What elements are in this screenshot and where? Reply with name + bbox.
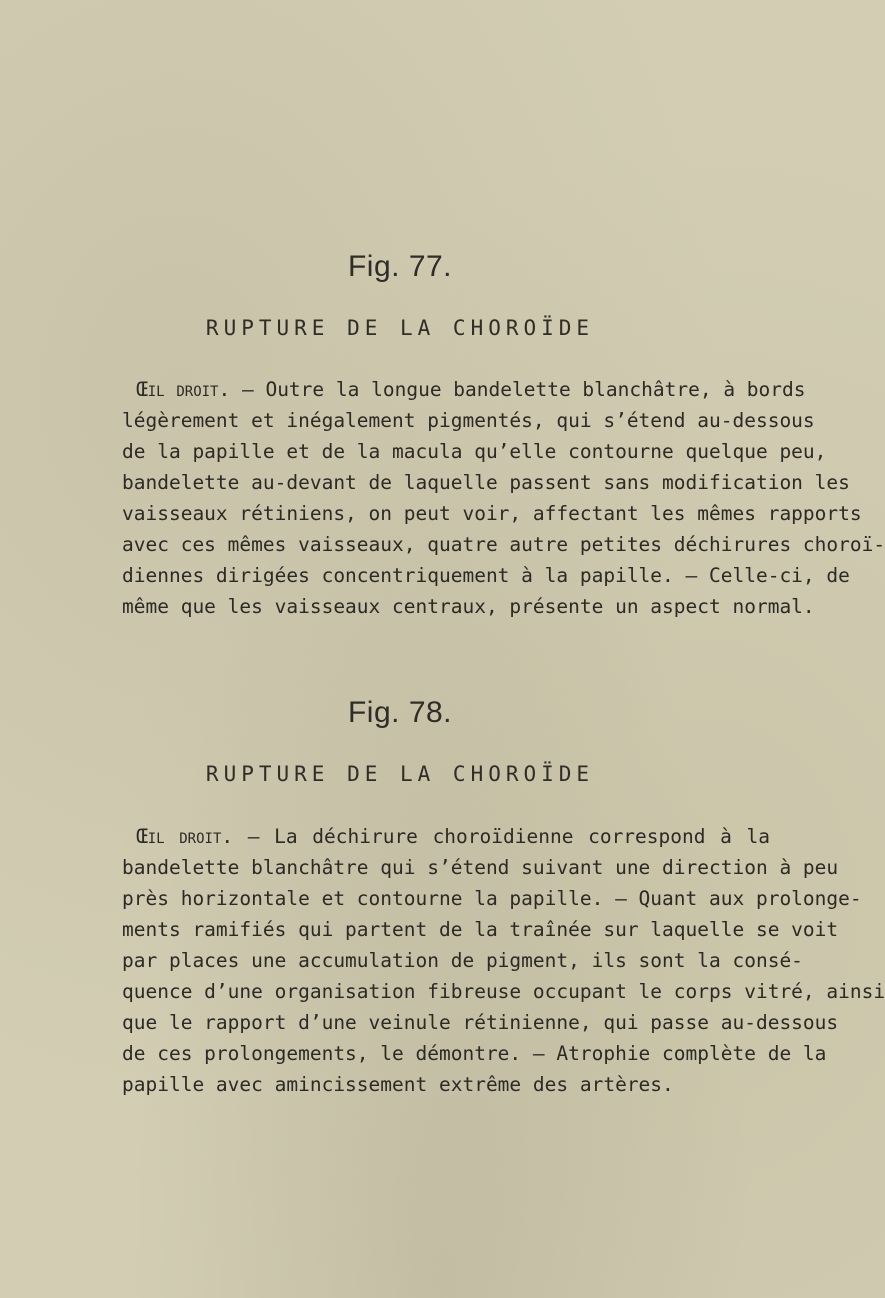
figure-caption-77: RUPTURE DE LA CHOROÏDE [205, 316, 595, 340]
description-line: papille avec amincissement extrême des artères. [122, 1073, 674, 1096]
description-line: de ces prolongements, le démontre. — Atrophie complète de la [122, 1042, 827, 1065]
figure-caption-78: RUPTURE DE LA CHOROÏDE [205, 762, 595, 786]
description-line: Œil droit. — Outre la longue bandelette blanchâtre, à bords [136, 378, 806, 401]
description-line: que le rapport d’une veinule rétinienne, qui passe au-dessous [122, 1011, 839, 1034]
description-line: par places une accumulation de pigment, ils sont la consé- [122, 949, 803, 972]
description-line: même que les vaisseaux centraux, présente un aspect normal. [122, 595, 815, 618]
description-line: avec ces mêmes vaisseaux, quatre autre petites déchirures choroï- [122, 533, 885, 556]
eye-side-label: Œil droit. [136, 825, 234, 848]
description-line: Œil droit. — La déchirure choroïdienne correspond à la [136, 825, 770, 848]
description-line: près horizontale et contourne la papille. — Quant aux prolonge- [122, 887, 862, 910]
figure-number-77: Fig. 77. [347, 250, 453, 283]
figure-number-78: Fig. 78. [347, 696, 453, 729]
figure-description-77 [122, 374, 885, 622]
description-line: quence d’une organisation fibreuse occupant le corps vitré, ainsi [122, 980, 885, 1003]
eye-side-label: Œil droit. [136, 378, 231, 401]
description-line: de la papille et de la macula qu’elle contourne quelque peu, [122, 440, 827, 463]
figure-description-78 [122, 821, 885, 1100]
description-line: ments ramifiés qui partent de la traînée sur laquelle se voit [122, 918, 839, 941]
description-line: bandelette au-devant de laquelle passent sans modification les [122, 471, 850, 494]
description-line: vaisseaux rétiniens, on peut voir, affectant les mêmes rapports [122, 502, 862, 525]
description-line: bandelette blanchâtre qui s’étend suivant une direction à peu [122, 856, 839, 879]
description-line: diennes dirigées concentriquement à la papille. — Celle-ci, de [122, 564, 850, 587]
description-line: légèrement et inégalement pigmentés, qui s’étend au-dessous [122, 409, 815, 432]
